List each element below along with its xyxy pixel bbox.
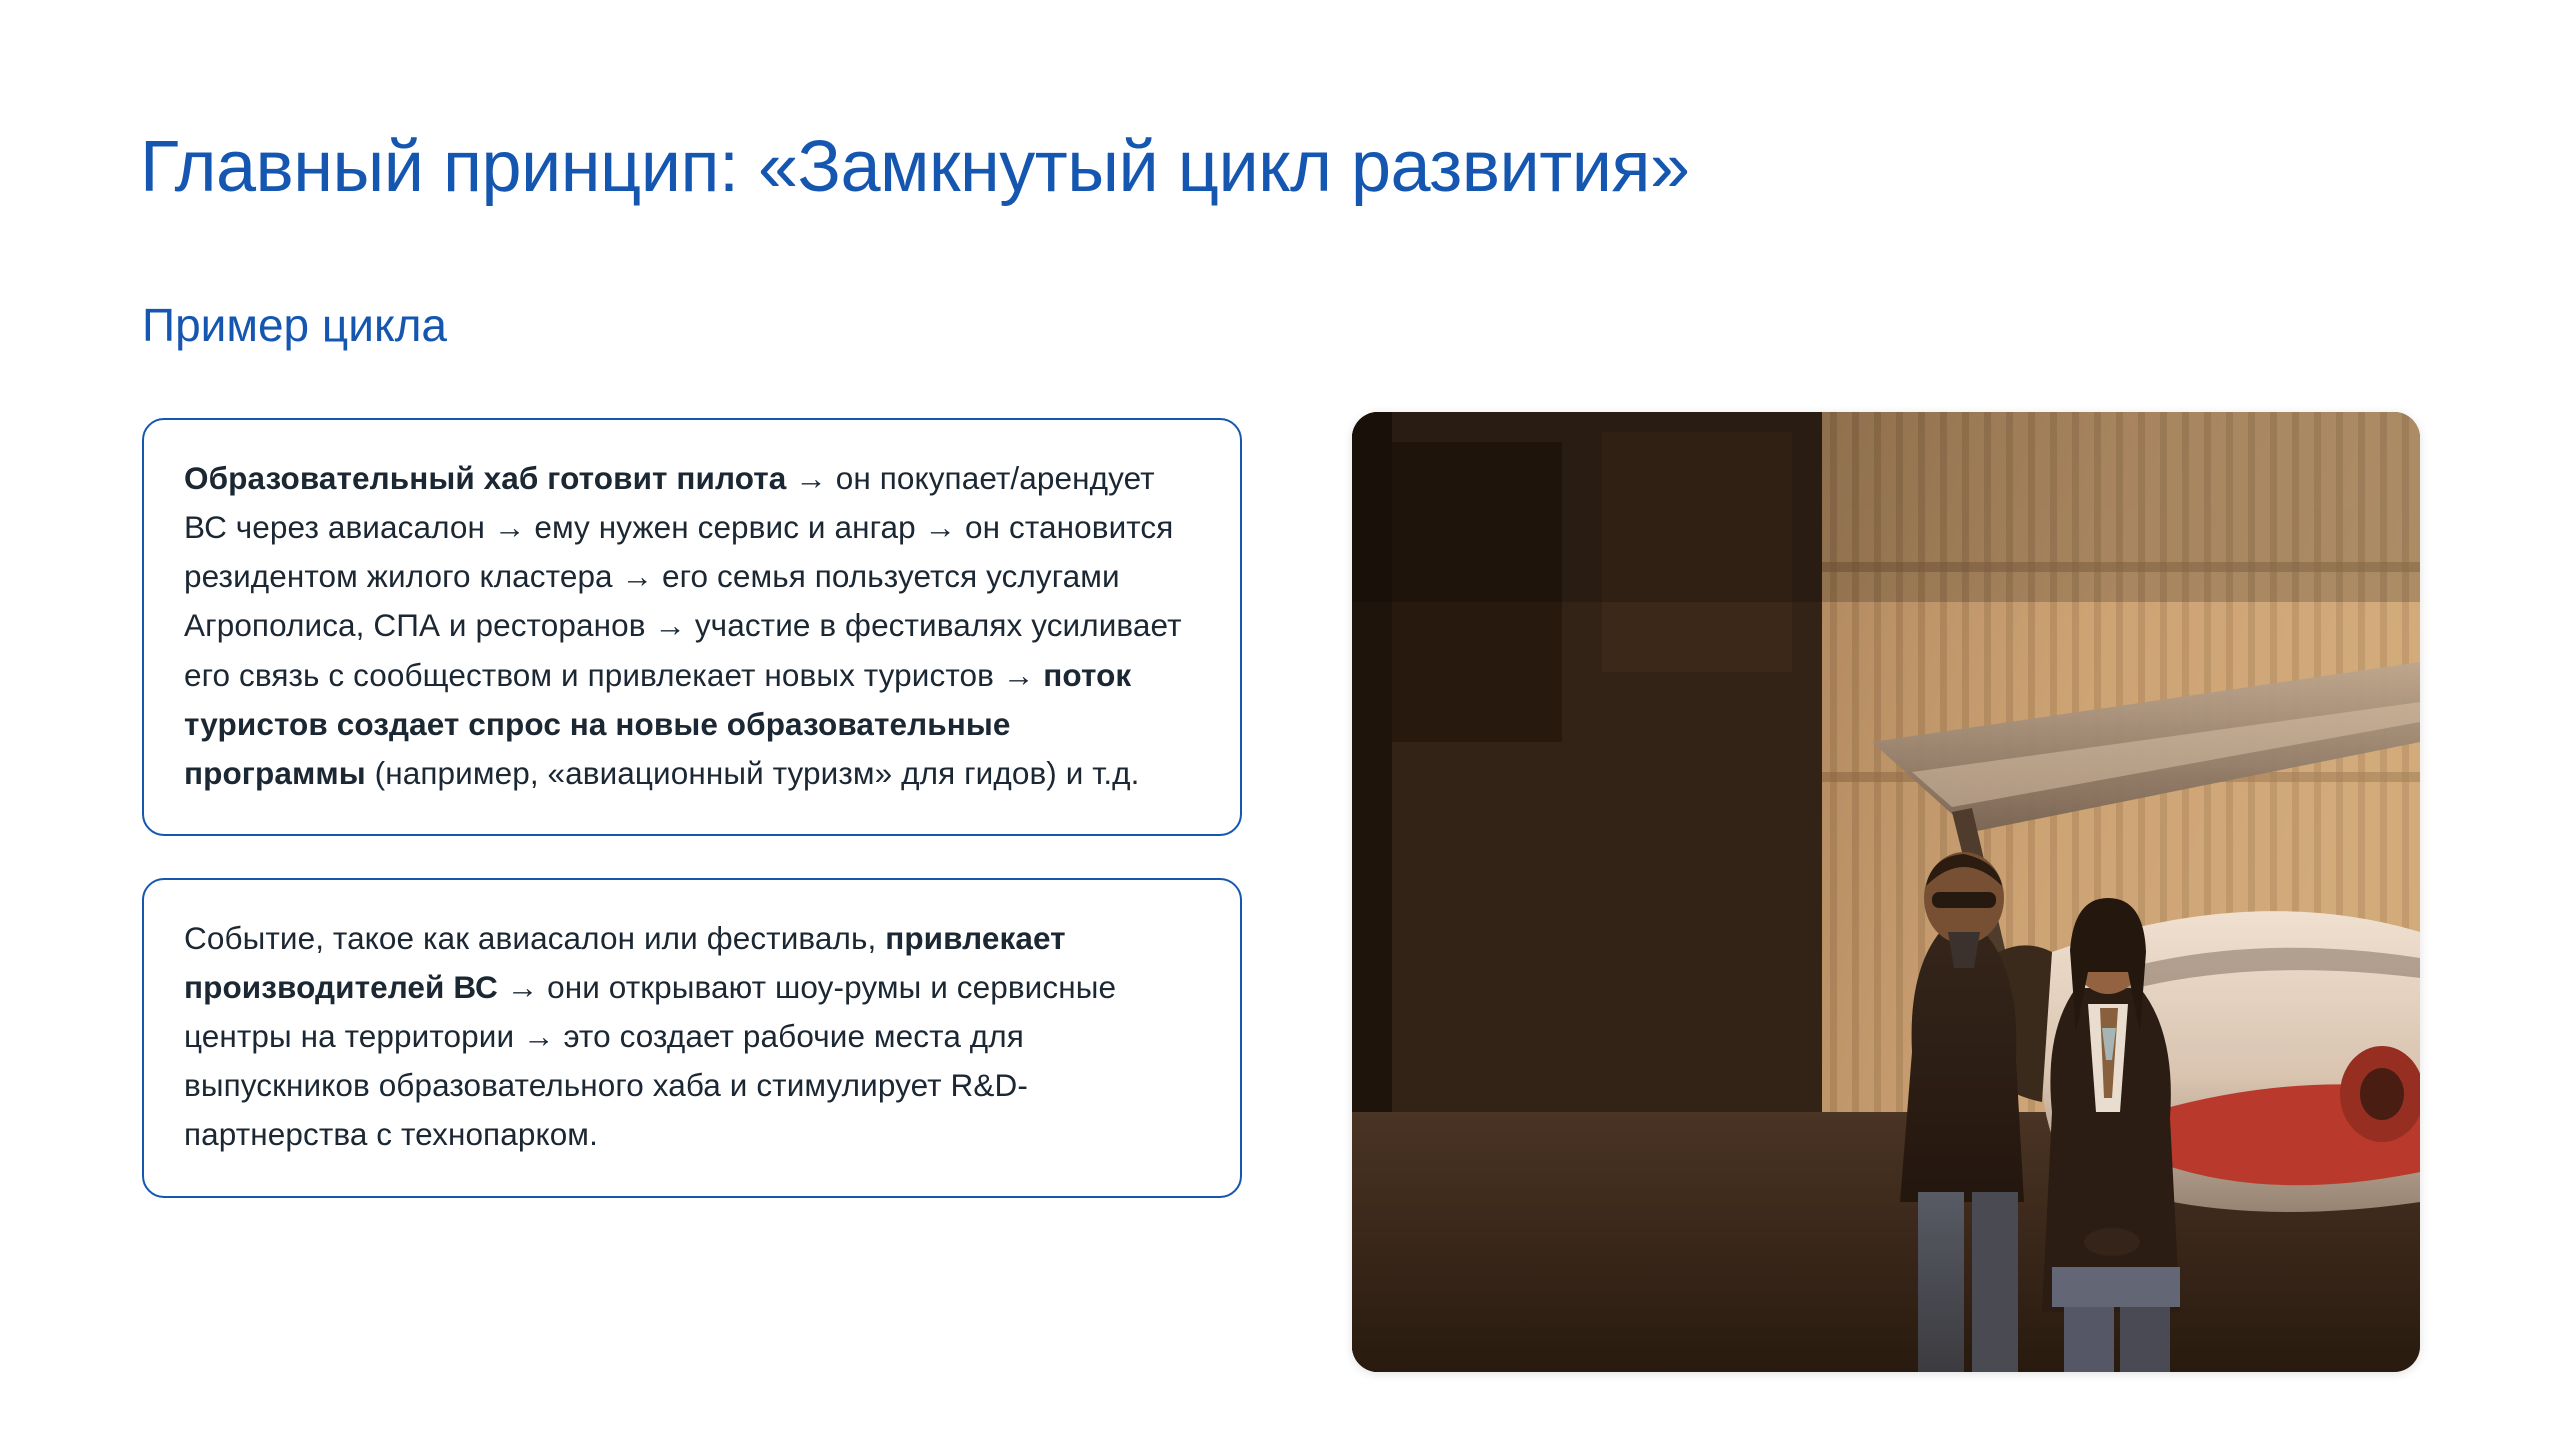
cycle-card-1: Образовательный хаб готовит пилота → он покупает/арендует ВС через авиасалон → ему нужен сервис и ангар → он становится резидентом жилого кластера → его семья пользуется услугами Агрополиса, СПА и ресторанов → участие в фестивалях усиливает его связь с сообществом и привлекает новых туристов → поток туристов создает спрос на новые образовательные программы (например, «авиационный туризм» для гидов) и т.д. — [142, 418, 1242, 836]
photo-pilots-hangar — [1352, 412, 2420, 1372]
page-subtitle: Пример цикла — [142, 299, 448, 351]
hangar-photo-illustration — [1352, 412, 2420, 1372]
cards-column — [142, 418, 1242, 1198]
page-title: Главный принцип: «Замкнутый цикл развития» — [140, 127, 1690, 207]
cycle-card-2: Событие, такое как авиасалон или фестиваль, привлекает производителей ВС → они открывают шоу-румы и сервисные центры на территории → это создает рабочие места для выпускников образовательного хаба и стимулирует R&D-партнерства с технопарком. — [142, 878, 1242, 1198]
